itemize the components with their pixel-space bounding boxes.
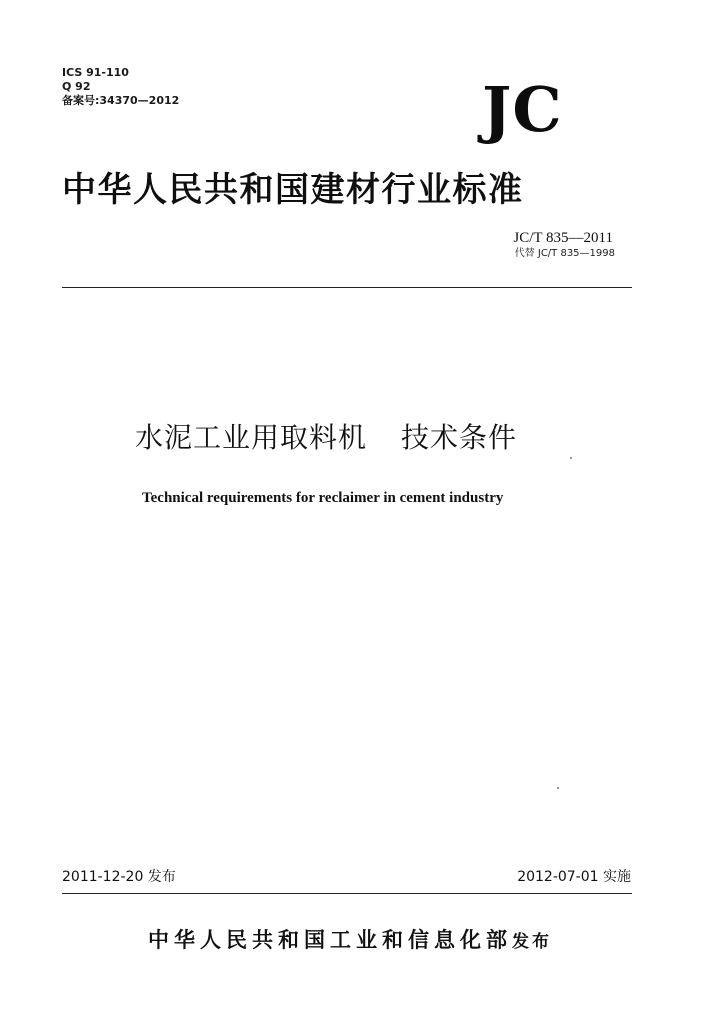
scan-speck xyxy=(570,457,572,459)
chinese-title-main: 水泥工业用取料机 xyxy=(135,421,368,454)
replaces-standard: 代替 JC/T 835—1998 xyxy=(514,248,615,259)
effective-date: 2012-07-01 实施 xyxy=(517,869,631,885)
standard-code: JC/T 835—2011 xyxy=(513,230,613,246)
ics-code: ICS 91-110 xyxy=(62,66,129,79)
record-number: 备案号:34370—2012 xyxy=(62,94,180,107)
english-title: Technical requirements for reclaimer in cement industry xyxy=(142,490,504,506)
publish-date: 2011-12-20 发布 xyxy=(62,869,176,885)
bottom-divider xyxy=(62,893,632,894)
issuer-title: 中华人民共和国建材行业标准 xyxy=(62,170,524,210)
top-divider xyxy=(62,287,632,288)
chinese-title-sub: 技术条件 xyxy=(401,421,518,454)
chinese-title xyxy=(135,420,517,456)
publisher-suffix: 发布 xyxy=(512,932,552,952)
meta-block xyxy=(62,66,179,108)
jc-logo: JC xyxy=(482,73,563,146)
publisher-name: 中华人民共和国工业和信息化部 xyxy=(148,927,512,952)
ccs-code: Q 92 xyxy=(62,80,91,93)
scan-speck xyxy=(557,787,559,789)
